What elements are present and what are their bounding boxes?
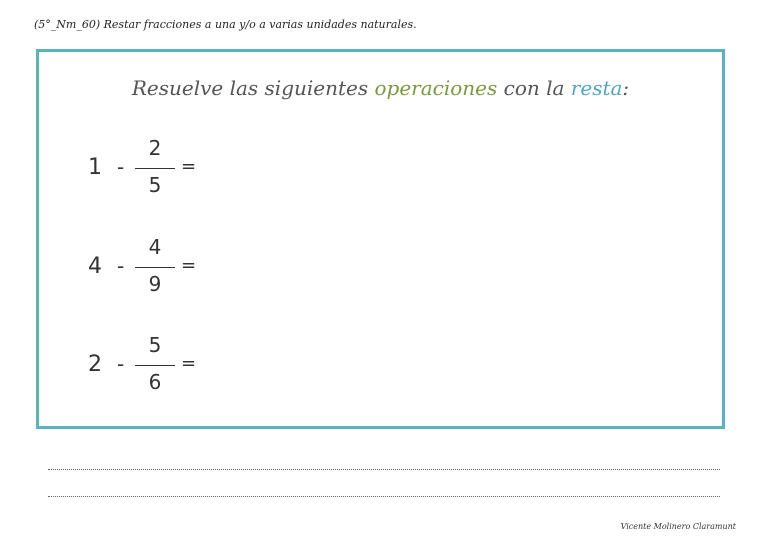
- fraction-bar: [135, 168, 175, 169]
- whole-number: 4: [88, 254, 102, 279]
- fraction-numerator: 2: [148, 136, 162, 160]
- whole-number: 1: [88, 155, 102, 180]
- instruction-text-middle: con la: [497, 76, 571, 100]
- minus-sign: -: [117, 254, 125, 278]
- author-credit: Vicente Molinero Claramunt: [620, 522, 736, 531]
- equals-sign: =: [181, 156, 197, 177]
- minus-sign: -: [117, 155, 125, 179]
- exercise-panel: [36, 49, 725, 429]
- fraction-denominator: 9: [148, 272, 162, 296]
- fraction-bar: [135, 365, 175, 366]
- fraction-denominator: 6: [148, 370, 162, 394]
- fraction: [135, 136, 175, 202]
- minus-sign: -: [117, 352, 125, 376]
- worksheet-title: (5°_Nm_60) Restar fracciones a una y/o a varias unidades naturales.: [34, 18, 417, 31]
- fraction-bar: [135, 267, 175, 268]
- instruction-highlight-resta: resta: [570, 76, 623, 100]
- equals-sign: =: [181, 353, 197, 374]
- instruction-highlight-operaciones: operaciones: [374, 76, 498, 100]
- operation-3: [85, 333, 225, 399]
- fraction-numerator: 4: [148, 235, 162, 259]
- answer-line-1[interactable]: [48, 469, 720, 470]
- whole-number: 2: [88, 352, 102, 377]
- instruction-text-start: Resuelve las siguientes: [131, 76, 375, 100]
- operation-1: [85, 136, 225, 202]
- instruction-heading: [39, 76, 722, 100]
- operation-2: [85, 235, 225, 301]
- fraction-numerator: 5: [148, 333, 162, 357]
- fraction-denominator: 5: [148, 173, 162, 197]
- answer-line-2[interactable]: [48, 496, 720, 497]
- fraction: [135, 235, 175, 301]
- instruction-text-end: :: [622, 76, 630, 100]
- equals-sign: =: [181, 255, 197, 276]
- fraction: [135, 333, 175, 399]
